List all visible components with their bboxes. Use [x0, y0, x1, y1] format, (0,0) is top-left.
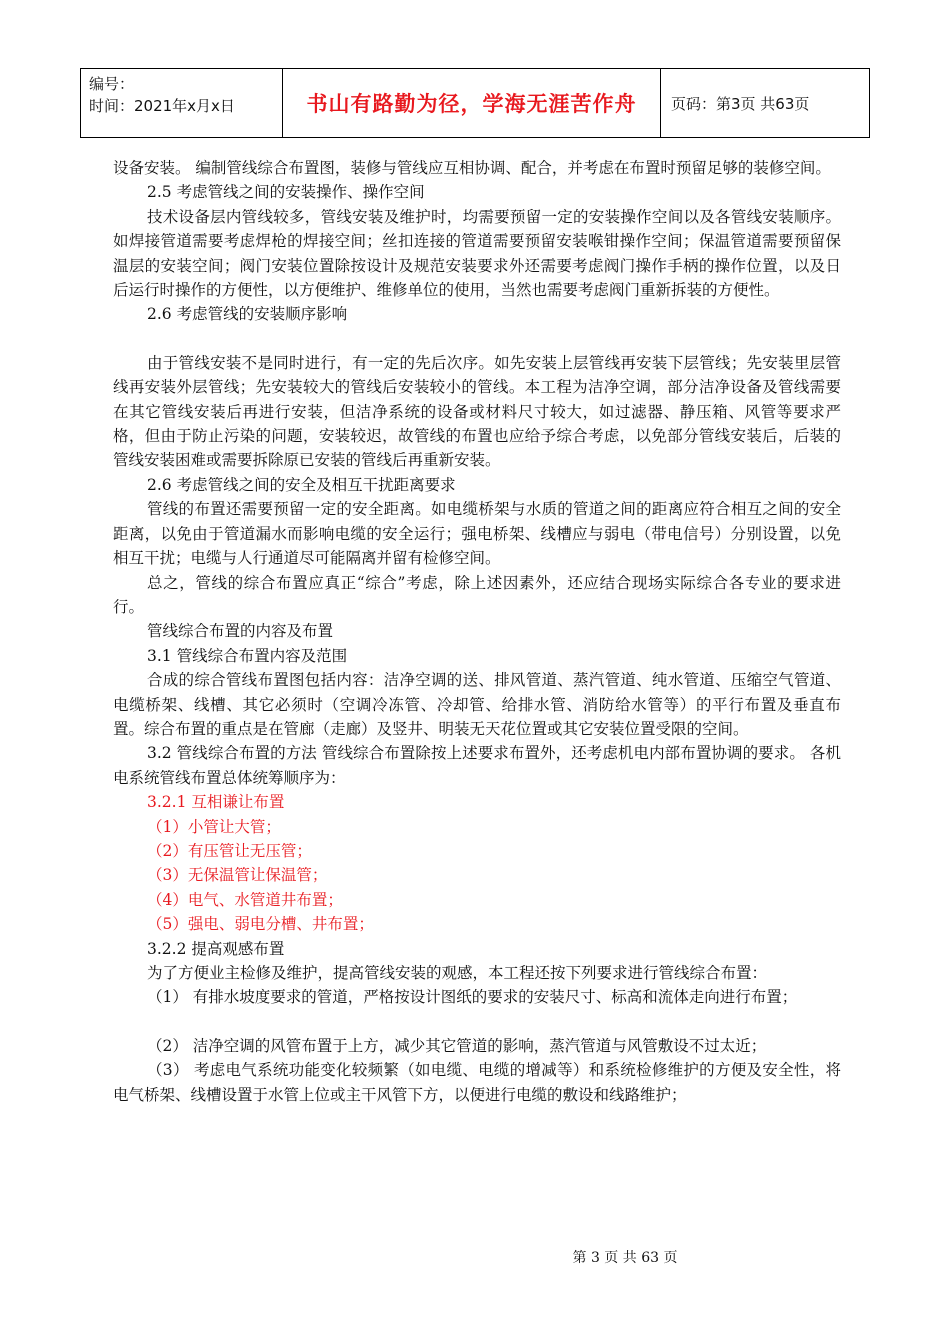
- paragraph: 2.6 考虑管线的安装顺序影响: [147, 305, 348, 324]
- motto-text: 书山有路勤为径，学海无涯苦作舟: [306, 92, 637, 116]
- paragraph-spacer: [113, 327, 841, 351]
- header-motto-cell: [283, 69, 661, 137]
- page-footer: [0, 1247, 950, 1267]
- paragraph: 设备安装。 编制管线综合布置图，装修与管线应互相协调、配合，并考虑在布置时预留足够的装修空间。: [113, 159, 831, 177]
- paragraph: 3.2.2 提高观感布置: [147, 939, 285, 958]
- paragraph-spacer: [113, 1010, 841, 1034]
- paragraph: （2） 洁净空调的风管布置于上方，减少其它管道的影响，蒸汽管道与风管敷设不过太近；: [147, 1036, 767, 1055]
- paragraph: （4）电气、水管道井布置；: [147, 890, 343, 909]
- paragraph: 合成的综合管线布置图包括内容：洁净空调的送、排风管道、蒸汽管道、纯水管道、压缩空气管道、电缆桥架、线槽、其它必须时（空调冷冻管、冷却管、给排水管、消防给水管等）的平行布置及垂直布置。综合布置的重点是在管廊（走廊）及竖井、明装无天花位置或其它安装位置受限的空间。: [113, 671, 841, 738]
- header-page-cell: [661, 69, 869, 137]
- paragraph: （1） 有排水坡度要求的管道，严格按设计图纸的要求的安装尺寸、标高和流体走向进行布置；: [147, 988, 798, 1007]
- paragraph: （3） 考虑电气系统功能变化较频繁（如电缆、电缆的增减等）和系统检修维护的方便及安全性，将电气桥架、线槽设置于水管上位或主干风管下方，以便进行电缆的敷设和线路维护；: [113, 1061, 841, 1104]
- header-meta: [81, 69, 283, 137]
- paragraph: 为了方便业主检修及维护，提高管线安装的观感，本工程还按下列要求进行管线综合布置：: [147, 964, 768, 982]
- paragraph: （3）无保温管让保温管；: [147, 866, 328, 885]
- paragraph: 3.1 管线综合布置内容及范围: [147, 646, 348, 665]
- paragraph: 3.2 管线综合布置的方法 管线综合布置除按上述要求布置外，还考虑机电内部布置协调的要求。 各机电系统管线布置总体统筹顺序为：: [113, 744, 841, 787]
- document-date: 时间：2021年x月x日: [89, 97, 235, 115]
- document-body: [113, 156, 841, 1107]
- paragraph: 由于管线安装不是同时进行，有一定的先后次序。如先安装上层管线再安装下层管线；先安装里层管线再安装外层管线；先安装较大的管线后安装较小的管线。本工程为洁净空调，部分洁净设备及管线需要在其它管线安装后再进行安装，但洁净系统的设备或材料尺寸较大，如过滤器、静压箱、风管等要求严格，但由于防止污染的问题，安装较迟，故管线的布置也应给予综合考虑，以免部分管线安装后，后装的管线安装困难或需要拆除原已安装的管线后再重新安装。: [113, 353, 841, 470]
- footer-page-number: 第 3 页 共 63 页: [572, 1250, 678, 1266]
- paragraph: 3.2.1 互相谦让布置: [147, 793, 285, 812]
- page-info: 页码：第3页 共63页: [671, 94, 810, 113]
- paragraph: 管线的布置还需要预留一定的安全距离。如电缆桥架与水质的管道之间的距离应符合相互之间的安全距离，以免由于管道漏水而影响电缆的安全运行；强电桥架、线槽应与弱电（带电信号）分别设置，以免相互干扰；电缆与人行通道尽可能隔离并留有检修空间。: [113, 500, 841, 568]
- paragraph: 技术设备层内管线较多，管线安装及维护时，均需要预留一定的安装操作空间以及各管线安装顺序。如焊接管道需要考虑焊枪的焊接空间；丝扣连接的管道需要预留安装喉钳操作空间；保温管道需要预留保温层的安装空间；阀门安装位置除按设计及规范安装要求外还需要考虑阀门操作手柄的操作位置，以及日后运行时操作的方便性，以方便维护、维修单位的使用，当然也需要考虑阀门重新拆装的方便性。: [113, 207, 841, 300]
- paragraph: （1）小管让大管；: [147, 817, 281, 836]
- page-header: [80, 68, 870, 138]
- paragraph: （2）有压管让无压管；: [147, 841, 312, 860]
- document-number: 编号：: [89, 75, 135, 93]
- paragraph: 管线综合布置的内容及布置: [147, 622, 334, 641]
- paragraph: 2.6 考虑管线之间的安全及相互干扰距离要求: [147, 475, 456, 494]
- paragraph: 2.5 考虑管线之间的安装操作、操作空间: [147, 183, 425, 202]
- paragraph: 总之，管线的综合布置应真正“综合”考虑，除上述因素外，还应结合现场实际综合各专业的要求进行。: [113, 573, 841, 616]
- paragraph: （5）强电、弱电分槽、井布置；: [147, 915, 374, 934]
